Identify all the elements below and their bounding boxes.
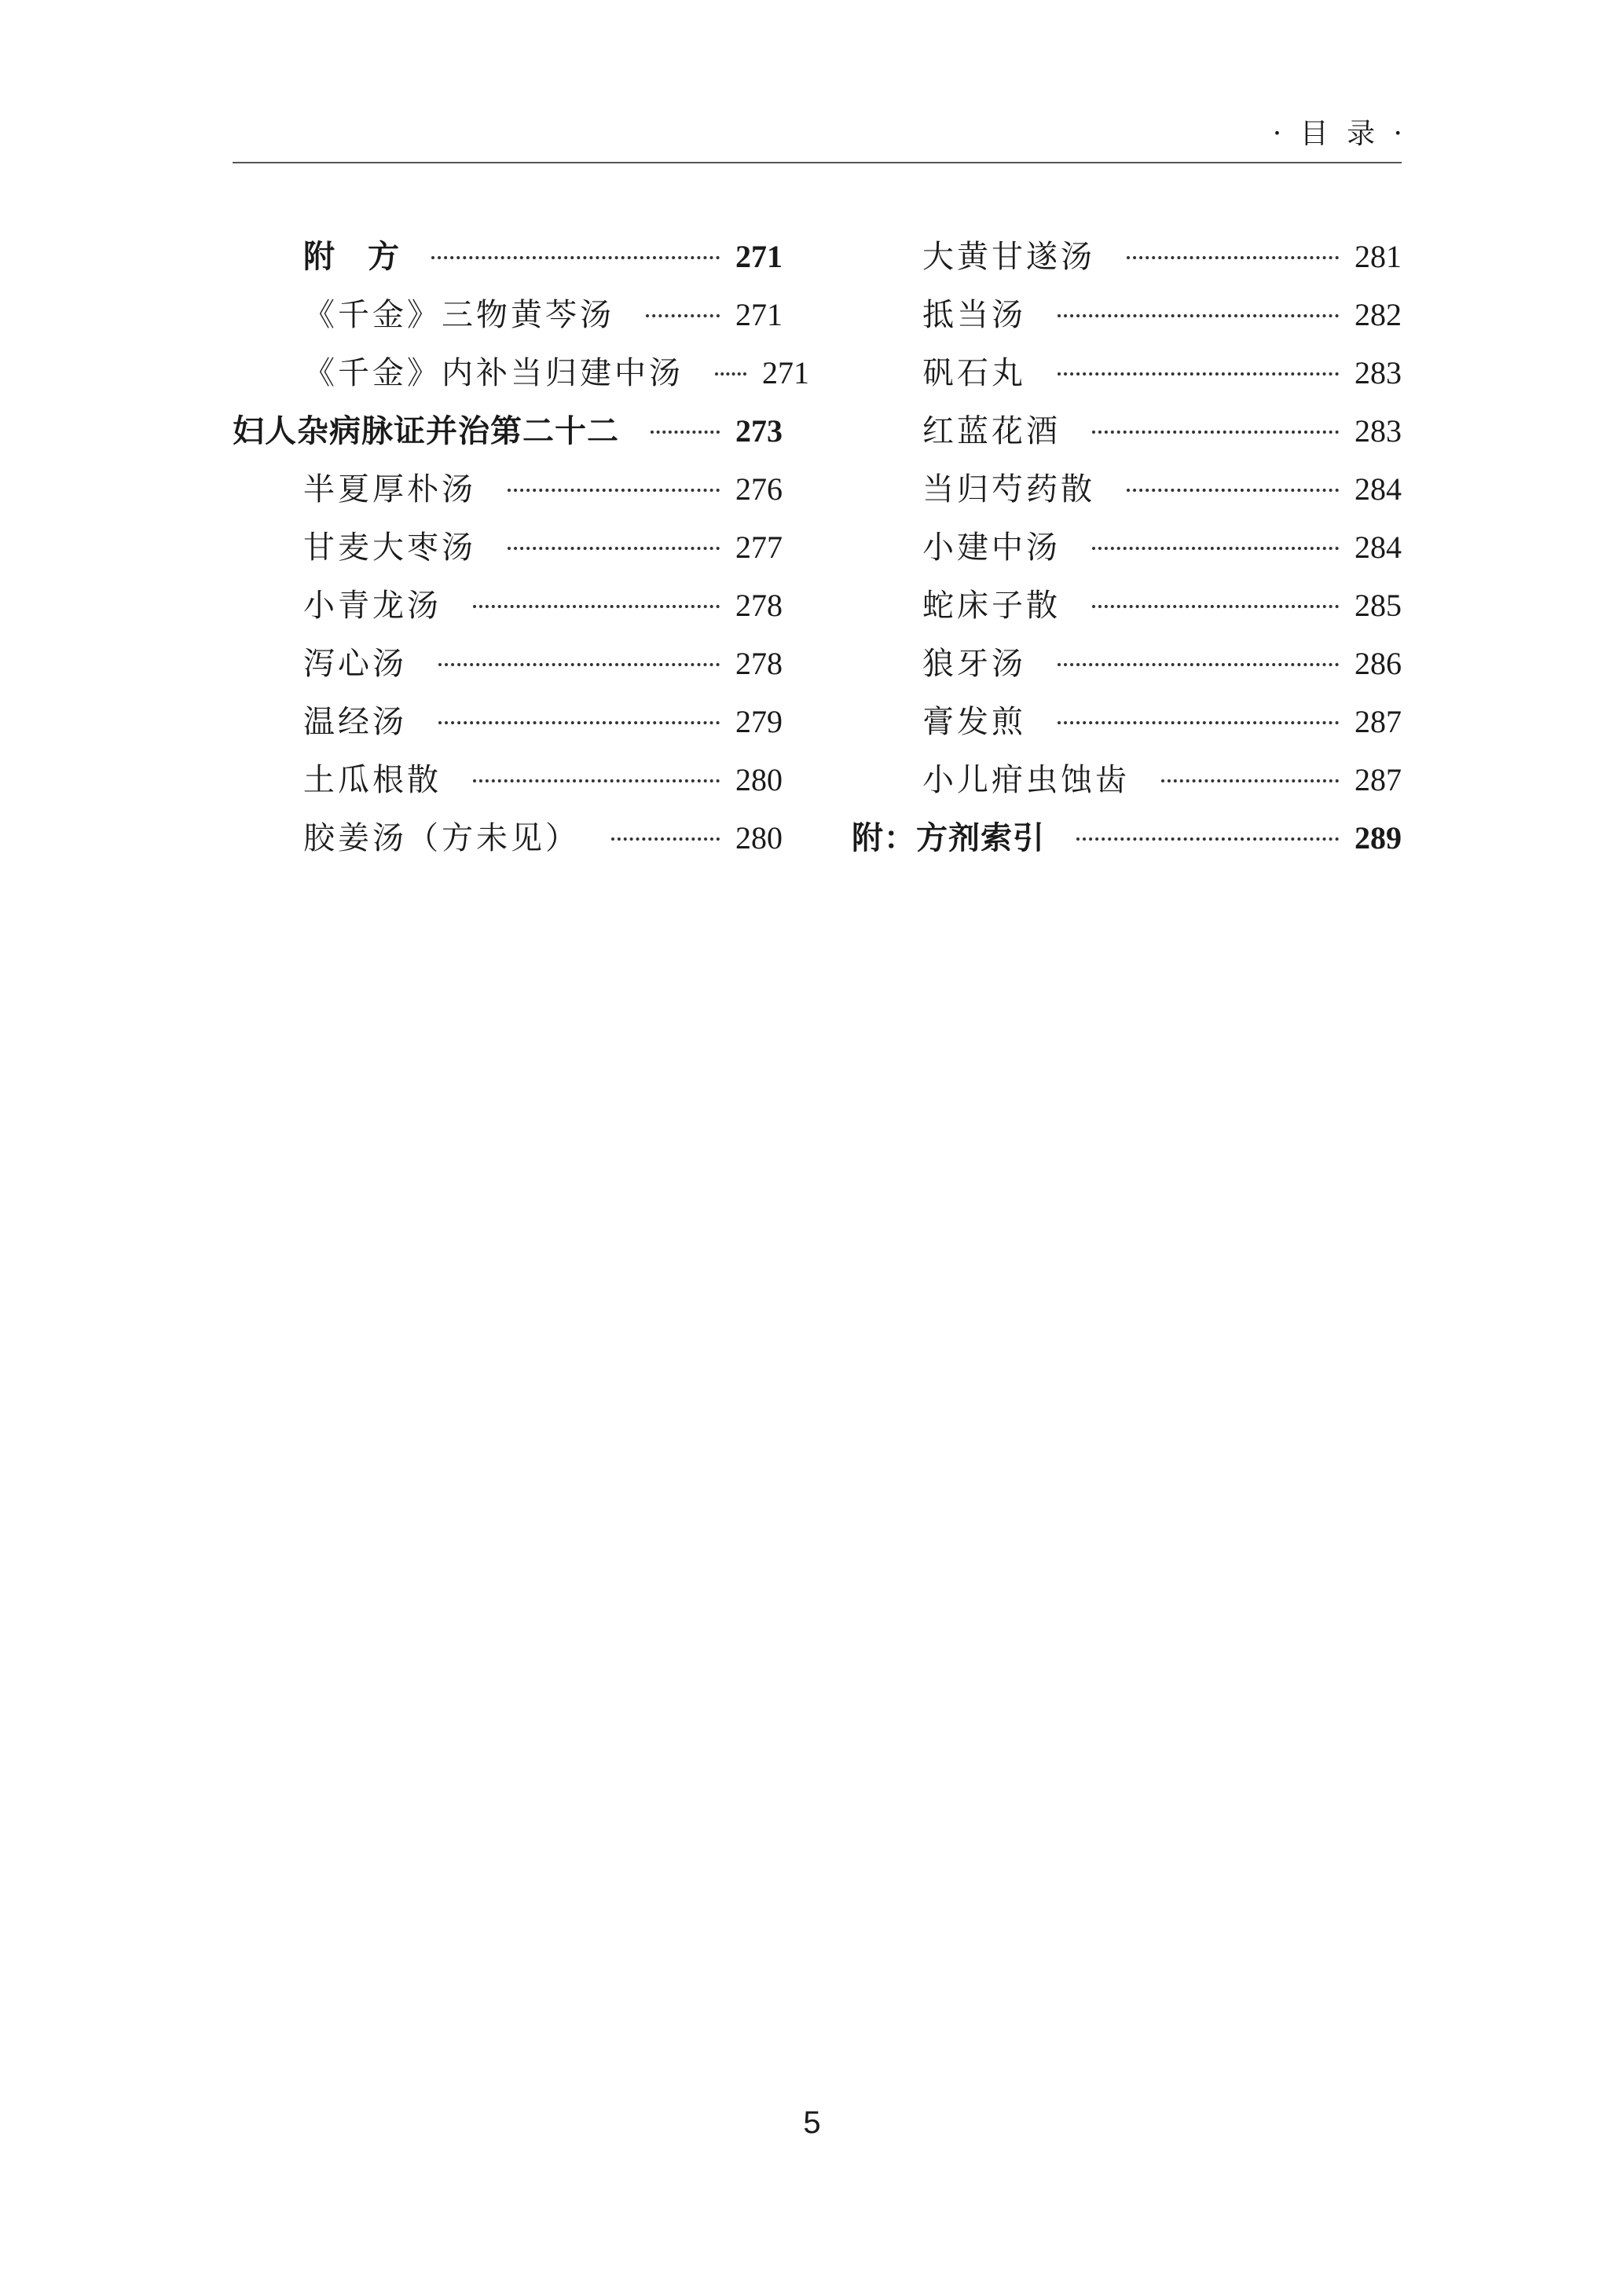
- toc-entry-page: 271: [735, 239, 783, 274]
- toc-entry-page: 277: [735, 530, 783, 565]
- toc-entry[interactable]: [852, 406, 1402, 464]
- toc-entry-title: 小建中汤: [922, 530, 1061, 566]
- toc-entry-title: 膏发煎: [922, 704, 1026, 740]
- toc-column-right: [852, 232, 1402, 871]
- toc-entry-title: 半夏厚朴汤: [303, 471, 476, 508]
- toc-entry-page: 284: [1355, 530, 1402, 565]
- toc-entry[interactable]: [852, 581, 1402, 639]
- toc-entry[interactable]: [233, 813, 783, 871]
- toc-entry-title: 蛇床子散: [922, 588, 1061, 624]
- toc-entry-title: 《千金》内补当归建中汤: [303, 355, 684, 391]
- toc-entry[interactable]: [233, 348, 809, 406]
- toc-entry[interactable]: [852, 522, 1402, 581]
- dot-leader: [1127, 489, 1339, 492]
- toc-entry-page: 271: [735, 297, 783, 332]
- toc-entry[interactable]: [852, 639, 1402, 697]
- toc-entry-title: 大黄甘遂汤: [922, 239, 1095, 275]
- toc-entry-title: 抵当汤: [922, 297, 1026, 333]
- toc-entry[interactable]: [233, 290, 783, 348]
- toc-entry-page: 279: [735, 704, 783, 739]
- toc-entry-page: 278: [735, 588, 783, 623]
- toc-entry-title: 当归芍药散: [922, 471, 1095, 508]
- toc-entry-page: 283: [1355, 355, 1402, 390]
- toc-entry-page: 273: [735, 413, 783, 449]
- toc-entry-title: 附 方: [303, 239, 400, 275]
- toc-entry-page: 282: [1355, 297, 1402, 332]
- toc-entry-title: 《千金》三物黄芩汤: [303, 297, 614, 333]
- dot-leader: [1076, 837, 1339, 841]
- dot-leader: [1092, 431, 1339, 434]
- dot-leader: [438, 721, 720, 724]
- dot-leader: [1058, 663, 1339, 666]
- running-head: · 目 录 ·: [1272, 118, 1407, 150]
- page-number: 5: [803, 2105, 821, 2140]
- toc-entry-page: 283: [1355, 413, 1402, 449]
- toc-entry[interactable]: [233, 639, 783, 697]
- toc-entry[interactable]: [852, 813, 1402, 871]
- toc-entry[interactable]: [233, 522, 783, 581]
- toc-entry[interactable]: [233, 406, 783, 464]
- dot-leader: [1058, 372, 1339, 376]
- dot-leader: [508, 489, 720, 492]
- dot-leader: [438, 663, 720, 666]
- toc-entry[interactable]: [852, 697, 1402, 755]
- toc-entry[interactable]: [852, 232, 1402, 290]
- dot-leader: [715, 372, 746, 376]
- toc-entry[interactable]: [852, 464, 1402, 522]
- dot-leader: [1058, 721, 1339, 724]
- toc-entry-page: 278: [735, 646, 783, 681]
- toc-entry-title: 红蓝花酒: [922, 413, 1061, 449]
- toc-entry-page: 281: [1355, 239, 1402, 274]
- toc-entry[interactable]: [233, 697, 783, 755]
- dot-leader: [611, 837, 720, 841]
- toc-entry-page: 287: [1355, 762, 1402, 797]
- toc-entry-page: 280: [735, 762, 783, 797]
- dot-leader: [1127, 256, 1339, 259]
- dot-leader: [651, 431, 720, 434]
- toc-entry-page: 286: [1355, 646, 1402, 681]
- dot-leader: [508, 547, 720, 550]
- header-rule: [233, 162, 1402, 163]
- dot-leader: [431, 256, 720, 259]
- toc-entry[interactable]: [852, 755, 1402, 813]
- dot-leader: [646, 314, 720, 317]
- toc-entry-title: 妇人杂病脉证并治第二十二: [233, 413, 619, 449]
- toc-entry-title: 土瓜根散: [303, 762, 442, 798]
- toc-entry-page: 289: [1355, 820, 1402, 856]
- dot-leader: [1092, 605, 1339, 608]
- toc-entry[interactable]: [233, 464, 783, 522]
- toc-entry[interactable]: [852, 348, 1402, 406]
- toc-entry-page: 280: [735, 820, 783, 856]
- toc-entry-title: 温经汤: [303, 704, 407, 740]
- toc-entry-title: 附：方剂索引: [852, 820, 1045, 856]
- toc-entry-page: 287: [1355, 704, 1402, 739]
- toc-entry[interactable]: [233, 232, 783, 290]
- toc-entry-title: 泻心汤: [303, 646, 407, 682]
- toc-entry[interactable]: [233, 755, 783, 813]
- toc-entry-title: 矾石丸: [922, 355, 1026, 391]
- toc-entry-page: 284: [1355, 471, 1402, 507]
- dot-leader: [1058, 314, 1339, 317]
- toc-entry-title: 甘麦大枣汤: [303, 530, 476, 566]
- toc-entry-title: 狼牙汤: [922, 646, 1026, 682]
- toc-entry-title: 小儿疳虫蚀齿: [922, 762, 1130, 798]
- toc-entry[interactable]: [233, 581, 783, 639]
- toc-entry-title: 小青龙汤: [303, 588, 442, 624]
- dot-leader: [1092, 547, 1339, 550]
- toc-column-left: [233, 232, 809, 871]
- dot-leader: [473, 779, 720, 782]
- dot-leader: [473, 605, 720, 608]
- toc-entry-page: 271: [762, 355, 809, 390]
- toc-entry-page: 285: [1355, 588, 1402, 623]
- toc-entry-page: 276: [735, 471, 783, 507]
- toc-entry-title: 胶姜汤（方未见）: [303, 820, 580, 856]
- dot-leader: [1161, 779, 1339, 782]
- toc-entry[interactable]: [852, 290, 1402, 348]
